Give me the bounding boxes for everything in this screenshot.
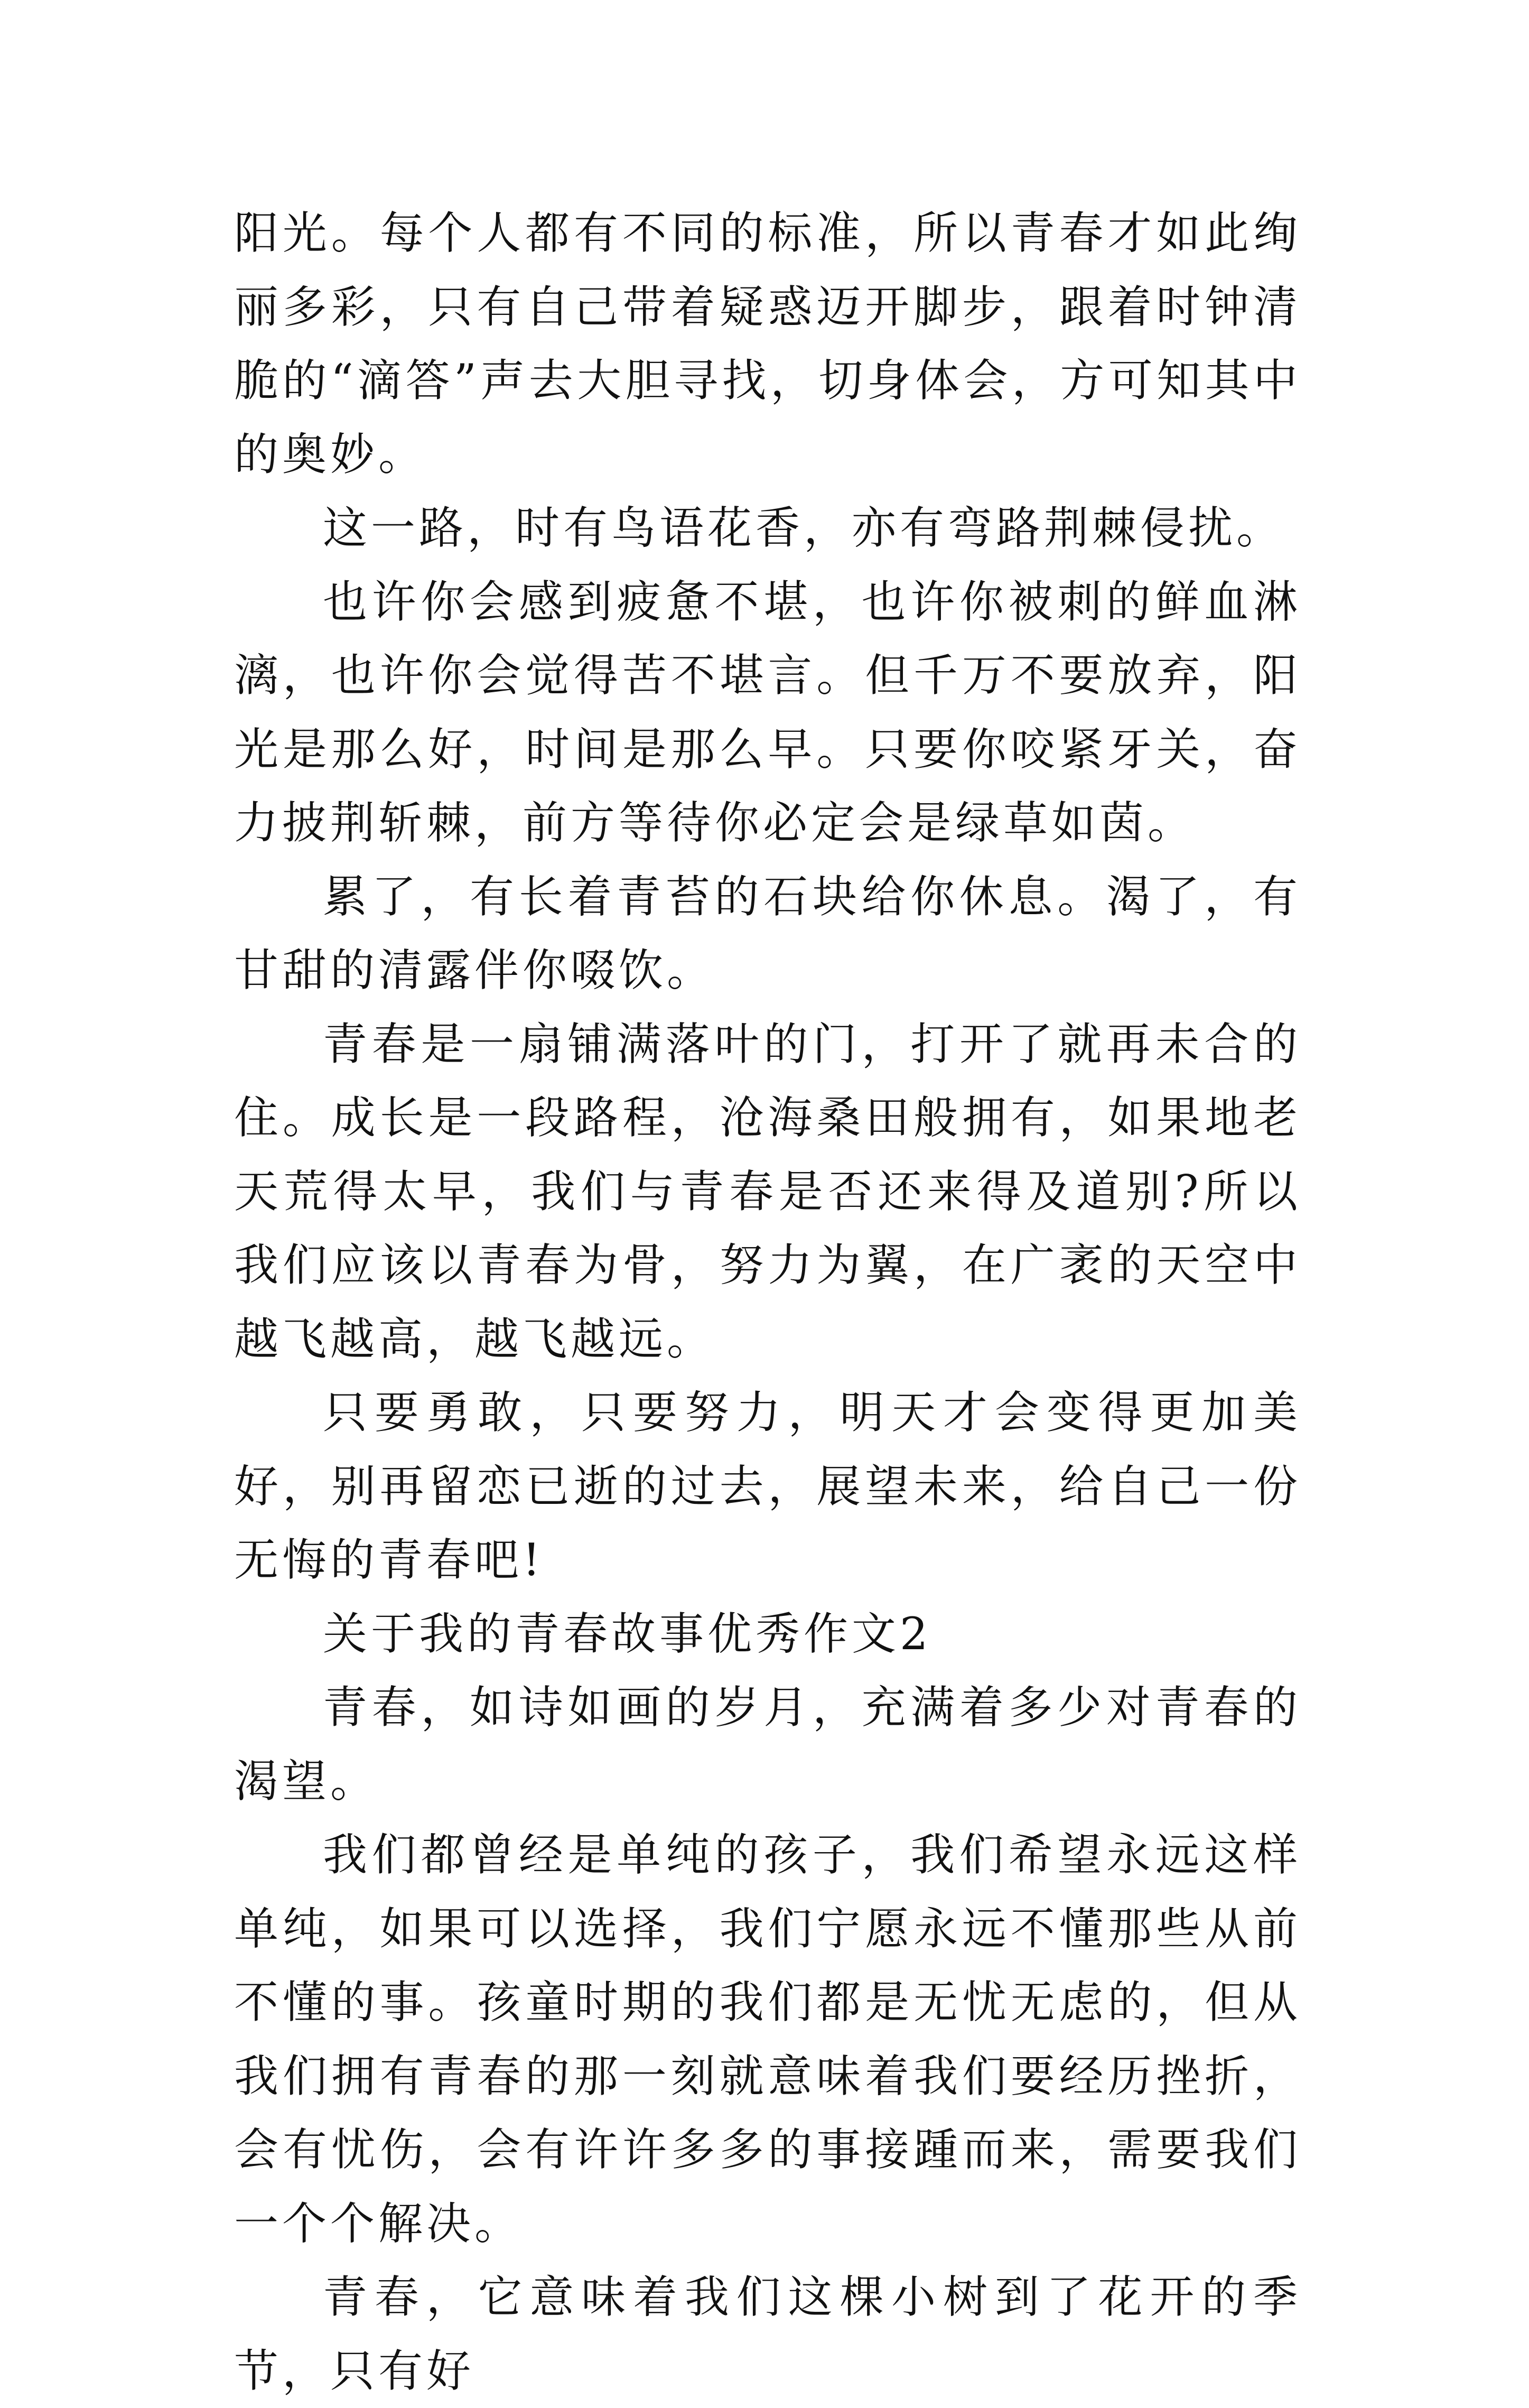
- paragraph: 阳光。每个人都有不同的标准，所以青春才如此绚丽多彩，只有自己带着疑惑迈开脚步，跟着时钟清脆的“滴答”声去大胆寻找，切身体会，方可知其中的奥妙。: [234, 207, 1301, 480]
- paragraph: 青春是一扇铺满落叶的门，打开了就再未合的住。成长是一段路程，沧海桑田般拥有，如果地老天荒得太早，我们与青春是否还来得及道别?所以我们应该以青春为骨，努力为翼，在广袤的天空中越飞越高，越飞越远。: [234, 1018, 1301, 1365]
- essay-body: [234, 197, 1301, 2408]
- paragraph: 我们都曾经是单纯的孩子，我们希望永远这样单纯，如果可以选择，我们宁愿永远不懂那些从前不懂的事。孩童时期的我们都是无忧无虑的，但从我们拥有青春的那一刻就意味着我们要经历挫折，会有忧伤，会有许许多多的事接踵而来，需要我们一个个解决。: [234, 1829, 1301, 2249]
- paragraph: 累了，有长着青苔的石块给你休息。渴了，有甘甜的清露伴你啜饮。: [234, 870, 1301, 996]
- paragraph: 青春，如诗如画的岁月，充满着多少对青春的渴望。: [234, 1681, 1301, 1807]
- paragraph: 这一路，时有鸟语花香，亦有弯路荆棘侵扰。: [323, 502, 1285, 554]
- paragraph: 只要勇敢，只要努力，明天才会变得更加美好，别再留恋已逝的过去，展望未来，给自己一份无悔的青春吧!: [234, 1387, 1301, 1586]
- paragraph: 青春，它意味着我们这棵小树到了花开的季节，只有好: [234, 2271, 1301, 2397]
- paragraph: 也许你会感到疲惫不堪，也许你被刺的鲜血淋漓，也许你会觉得苦不堪言。但千万不要放弃，阳光是那么好，时间是那么早。只要你咬紧牙关，奋力披荆斩棘，前方等待你必定会是绿草如茵。: [234, 575, 1301, 849]
- section-heading: 关于我的青春故事优秀作文2: [323, 1607, 932, 1660]
